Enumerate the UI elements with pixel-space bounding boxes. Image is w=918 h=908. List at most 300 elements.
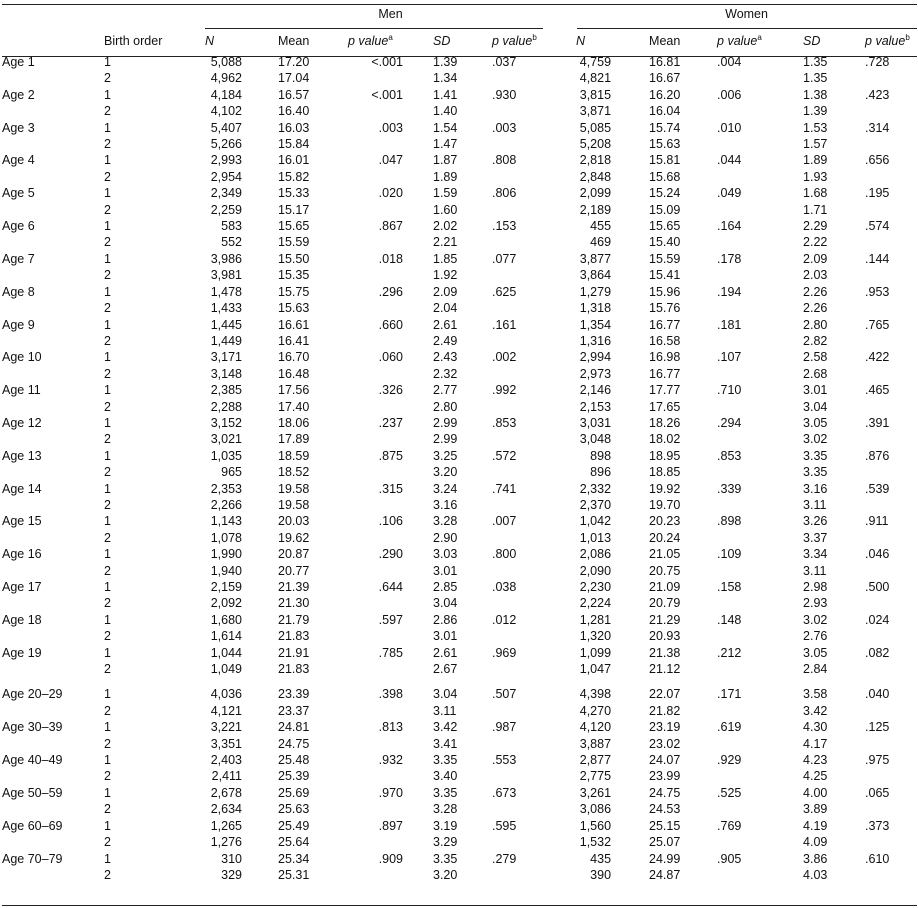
women-pvalue-b-cell: .144: [865, 251, 890, 266]
women-sd-cell: 4.25: [803, 769, 828, 784]
men-n-cell: 2,385: [210, 383, 242, 398]
table-row: [2, 464, 917, 480]
women-pvalue-a-cell: .339: [717, 481, 742, 496]
women-mean-cell: 16.77: [649, 317, 681, 332]
table-row: [2, 267, 917, 283]
men-pvalue-a-cell: [348, 661, 433, 677]
birth-order-cell: 2: [104, 769, 111, 784]
men-n-cell: 2,353: [210, 481, 242, 496]
women-mean-cell: 20.24: [649, 530, 681, 545]
men-pvalue-a-cell: .290: [378, 547, 403, 562]
women-n-cell: 455: [590, 219, 612, 234]
men-sd-cell: 2.43: [433, 350, 458, 365]
women-mean-cell: 25.07: [649, 835, 681, 850]
age-group-cell: Age 12: [2, 415, 42, 430]
birth-order-cell: 1: [104, 186, 111, 201]
women-pvalue-a-header: p value$^a$: [717, 33, 762, 48]
men-n-cell: 4,962: [210, 71, 242, 86]
women-mean-cell: 20.93: [649, 629, 681, 644]
men-n-cell: 1,680: [210, 612, 242, 627]
women-sd-cell: 2.93: [803, 596, 828, 611]
women-n-cell: 2,848: [579, 169, 612, 184]
women-n-cell: 3,887: [579, 736, 612, 751]
women-sd-cell: 3.02: [803, 612, 828, 627]
women-pvalue-a-cell: .004: [717, 55, 742, 69]
men-pvalue-b-cell: .625: [492, 284, 517, 299]
women-pvalue-a-cell: [717, 595, 803, 611]
age-group-cell: [2, 563, 104, 579]
women-mean-cell: 17.77: [649, 383, 681, 398]
table-row: [2, 152, 917, 168]
age-group-cell: Age 8: [2, 284, 35, 299]
women-pvalue-a-cell: .853: [717, 448, 742, 463]
women-pvalue-b-cell: .125: [865, 720, 890, 735]
women-pvalue-b-cell: [865, 366, 917, 382]
men-pvalue-b-cell: [492, 595, 576, 611]
women-pvalue-a-cell: [717, 399, 803, 415]
table-row: [2, 686, 917, 702]
women-pvalue-a-cell: .107: [717, 350, 742, 365]
men-n-cell: 4,102: [210, 104, 242, 119]
women-pvalue-a-cell: .158: [717, 580, 742, 594]
women-pvalue-b-cell: [865, 267, 917, 283]
women-mean-cell: 19.70: [649, 497, 681, 512]
women-n-cell: 2,099: [579, 186, 612, 201]
age-group-cell: [2, 768, 104, 784]
women-pvalue-a-cell: [717, 563, 803, 579]
women-pvalue-a-cell: .049: [717, 186, 742, 201]
birth-order-cell: 2: [104, 137, 111, 152]
table-row: [2, 801, 917, 817]
age-group-cell: [2, 801, 104, 817]
men-pvalue-a-cell: [348, 399, 433, 415]
men-pvalue-b-cell: [492, 366, 576, 382]
women-n-cell: 2,153: [579, 399, 612, 414]
men-mean-cell: 25.34: [278, 851, 310, 866]
age-group-cell: [2, 497, 104, 513]
age-group-cell: [2, 595, 104, 611]
men-pvalue-a-cell: <.001: [371, 87, 403, 102]
women-sd-cell: 4.30: [803, 720, 828, 735]
birth-order-cell: 2: [104, 530, 111, 545]
men-sd-cell: 3.25: [433, 448, 458, 463]
women-pvalue-a-cell: .181: [717, 317, 742, 332]
age-group-cell: [2, 530, 104, 546]
women-pvalue-b-cell: [865, 497, 917, 513]
men-pvalue-b-cell: [492, 234, 576, 250]
women-n-cell: 3,871: [579, 104, 612, 119]
men-pvalue-a-cell: [348, 333, 433, 349]
men-pvalue-b-cell: [492, 169, 576, 185]
men-mean-cell: 15.50: [278, 251, 310, 266]
women-sd-cell: 2.82: [803, 333, 828, 348]
birth-order-cell: 1: [104, 481, 111, 496]
table-row: [2, 736, 917, 752]
women-sd-cell: 1.38: [803, 87, 828, 102]
birth-order-cell: 1: [104, 753, 111, 768]
women-sd-cell: 3.35: [803, 448, 828, 463]
birth-order-cell: 1: [104, 120, 111, 135]
table-row: [2, 595, 917, 611]
women-n-cell: 898: [590, 448, 612, 463]
table-row: [2, 628, 917, 644]
women-pvalue-a-cell: [717, 768, 803, 784]
table-row: [2, 234, 917, 250]
men-pvalue-a-cell: [348, 136, 433, 152]
women-pvalue-b-cell: .911: [865, 514, 889, 529]
men-pvalue-a-cell: .106: [378, 514, 403, 529]
men-mean-cell: 21.39: [278, 580, 310, 594]
women-n-header: N: [576, 34, 586, 48]
women-n-cell: 3,864: [579, 268, 612, 283]
men-pvalue-a-cell: [348, 703, 433, 719]
table-row: [2, 768, 917, 784]
men-pvalue-b-cell: .553: [492, 753, 517, 768]
birth-order-cell: 1: [104, 153, 111, 168]
men-pvalue-b-cell: .279: [492, 851, 517, 866]
table-row: [2, 818, 917, 834]
men-n-cell: 1,078: [210, 530, 242, 545]
men-pvalue-a-cell: .020: [378, 186, 403, 201]
women-pvalue-b-cell: [865, 169, 917, 185]
men-mean-cell: 15.84: [278, 137, 310, 152]
women-n-cell: 3,877: [579, 251, 612, 266]
men-pvalue-a-cell: .644: [378, 580, 403, 594]
men-mean-cell: 18.59: [278, 448, 310, 463]
birth-order-cell: 1: [104, 612, 111, 627]
men-pvalue-a-cell: .047: [378, 153, 403, 168]
men-sd-cell: 3.01: [433, 563, 458, 578]
age-group-cell: [2, 431, 104, 447]
women-sd-cell: 4.19: [803, 818, 828, 833]
men-pvalue-a-cell: .018: [378, 251, 403, 266]
men-pvalue-b-cell: [492, 768, 576, 784]
men-pvalue-b-cell: [492, 703, 576, 719]
women-pvalue-a-cell: [717, 333, 803, 349]
birth-order-cell: 2: [104, 432, 111, 447]
birth-order-cell: 2: [104, 802, 111, 817]
men-n-cell: 3,171: [210, 350, 242, 365]
women-sd-cell: 1.39: [803, 104, 828, 119]
men-sd-header: SD: [433, 34, 451, 48]
women-sd-cell: 1.35: [803, 55, 828, 69]
men-sd-cell: 1.40: [433, 104, 458, 119]
men-sd-cell: 1.89: [433, 169, 458, 184]
men-sd-cell: 3.01: [433, 629, 458, 644]
men-sd-cell: 3.35: [433, 785, 458, 800]
men-pvalue-a-cell: [348, 300, 433, 316]
women-pvalue-a-cell: [717, 234, 803, 250]
women-pvalue-a-cell: [717, 661, 803, 677]
age-group-cell: [2, 169, 104, 185]
men-n-cell: 1,449: [210, 333, 242, 348]
table-row: [2, 612, 917, 628]
men-n-cell: 3,021: [210, 432, 242, 447]
women-sd-cell: 3.11: [803, 497, 827, 512]
women-sd-cell: 3.26: [803, 514, 828, 529]
age-group-cell: [2, 703, 104, 719]
men-pvalue-b-cell: .003: [492, 120, 517, 135]
men-mean-cell: 25.48: [278, 753, 310, 768]
men-n-cell: 4,184: [210, 87, 242, 102]
men-pvalue-b-cell: [492, 530, 576, 546]
women-n-cell: 3,048: [579, 432, 612, 447]
men-pvalue-a-cell: [348, 366, 433, 382]
table-row: [2, 415, 917, 431]
women-n-cell: 1,279: [579, 284, 612, 299]
birth-order-cell: 1: [104, 251, 111, 266]
age-group-cell: Age 9: [2, 317, 35, 332]
men-group-header: Men: [378, 7, 403, 21]
men-pvalue-a-cell: .296: [378, 284, 403, 299]
men-n-cell: 3,148: [210, 366, 242, 381]
men-sd-cell: 3.35: [433, 851, 458, 866]
age-group-cell: Age 4: [2, 153, 35, 168]
men-pvalue-b-cell: .808: [492, 153, 517, 168]
women-pvalue-a-cell: [717, 703, 803, 719]
men-pvalue-a-cell: .003: [378, 120, 403, 135]
birth-order-cell: 2: [104, 235, 111, 250]
men-sd-cell: 3.20: [433, 867, 458, 882]
men-mean-cell: 19.58: [278, 481, 310, 496]
men-pvalue-a-cell: .315: [378, 481, 403, 496]
women-pvalue-a-cell: .194: [717, 284, 742, 299]
men-n-cell: 2,403: [210, 753, 242, 768]
men-n-cell: 2,954: [210, 169, 242, 184]
men-pvalue-b-cell: [492, 267, 576, 283]
women-sd-cell: 2.58: [803, 350, 828, 365]
birth-order-cell: 1: [104, 818, 111, 833]
table-row: [2, 251, 917, 267]
women-pvalue-b-cell: .465: [865, 383, 890, 398]
women-pvalue-b-cell: .539: [865, 481, 890, 496]
table-row: [2, 366, 917, 382]
age-group-cell: Age 10: [2, 350, 42, 365]
men-pvalue-a-cell: <.001: [371, 55, 403, 69]
men-pvalue-b-cell: .038: [492, 580, 517, 594]
women-pvalue-a-cell: .164: [717, 219, 742, 234]
women-mean-cell: 15.96: [649, 284, 681, 299]
women-mean-cell: 21.05: [649, 547, 681, 562]
men-sd-cell: 2.99: [433, 432, 458, 447]
birth-order-cell: 2: [104, 629, 111, 644]
women-mean-cell: 22.07: [649, 687, 681, 702]
age-group-cell: Age 11: [2, 383, 41, 398]
women-sd-cell: 1.93: [803, 169, 828, 184]
birth-order-cell: 1: [104, 851, 111, 866]
men-pvalue-a-cell: .060: [378, 350, 403, 365]
age-group-cell: [2, 834, 104, 850]
men-pvalue-b-cell: .741: [492, 481, 517, 496]
women-n-cell: 2,332: [579, 481, 612, 496]
women-pvalue-b-cell: .574: [865, 219, 890, 234]
birth-order-cell: 1: [104, 284, 111, 299]
table-row: [2, 185, 917, 201]
women-pvalue-a-cell: [717, 169, 803, 185]
women-pvalue-a-cell: .006: [717, 87, 742, 102]
men-n-cell: 2,634: [210, 802, 242, 817]
men-pvalue-a-cell: [348, 431, 433, 447]
men-pvalue-b-cell: [492, 300, 576, 316]
women-n-cell: 2,818: [579, 153, 612, 168]
men-mean-cell: 24.75: [278, 736, 310, 751]
women-n-cell: 2,230: [579, 580, 612, 594]
men-n-cell: 3,986: [210, 251, 242, 266]
women-n-cell: 2,994: [579, 350, 612, 365]
men-n-cell: 2,678: [210, 785, 242, 800]
birth-order-cell: 2: [104, 268, 111, 283]
women-sd-cell: 4.03: [803, 867, 828, 882]
men-mean-cell: 15.33: [278, 186, 310, 201]
men-n-cell: 1,143: [210, 514, 242, 529]
men-pvalue-b-cell: [492, 333, 576, 349]
women-pvalue-a-cell: [717, 103, 803, 119]
women-sd-cell: 3.05: [803, 645, 828, 660]
women-pvalue-b-cell: [865, 431, 917, 447]
men-mean-cell: 15.17: [278, 202, 310, 217]
women-pvalue-a-cell: .525: [717, 785, 742, 800]
age-group-cell: [2, 202, 104, 218]
women-pvalue-a-cell: [717, 202, 803, 218]
women-n-cell: 5,085: [579, 120, 612, 135]
women-group-header: Women: [725, 7, 768, 21]
men-mean-cell: 21.91: [278, 645, 310, 660]
men-n-cell: 3,981: [210, 268, 242, 283]
women-n-cell: 1,532: [579, 835, 612, 850]
women-pvalue-b-cell: [865, 867, 917, 883]
women-n-cell: 2,189: [579, 202, 612, 217]
men-mean-cell: 23.39: [278, 687, 310, 702]
men-n-cell: 4,121: [210, 703, 242, 718]
table-row: [2, 431, 917, 447]
women-mean-cell: 19.92: [649, 481, 681, 496]
women-pvalue-b-cell: [865, 703, 917, 719]
men-pvalue-b-cell: .002: [492, 350, 517, 365]
age-group-cell: [2, 333, 104, 349]
men-pvalue-a-cell: [348, 736, 433, 752]
women-mean-cell: 18.95: [649, 448, 681, 463]
women-n-cell: 2,224: [579, 596, 612, 611]
women-n-cell: 2,775: [579, 769, 612, 784]
women-mean-cell: 25.15: [649, 818, 681, 833]
men-pvalue-a-cell: .932: [378, 753, 403, 768]
women-mean-cell: 23.19: [649, 720, 681, 735]
men-mean-cell: 18.06: [278, 415, 310, 430]
age-group-cell: [2, 464, 104, 480]
women-pvalue-b-cell: .391: [865, 415, 890, 430]
birth-order-cell: 2: [104, 703, 111, 718]
women-pvalue-a-cell: [717, 267, 803, 283]
men-pvalue-a-cell: [348, 202, 433, 218]
men-sd-cell: 3.04: [433, 687, 458, 702]
women-n-cell: 896: [590, 465, 612, 480]
table-row: [2, 645, 917, 661]
age-group-cell: Age 16: [2, 547, 42, 562]
birth-order-cell: 1: [104, 55, 111, 69]
women-pvalue-a-cell: .109: [717, 547, 742, 562]
women-mean-cell: 24.75: [649, 785, 681, 800]
women-sd-cell: 3.02: [803, 432, 828, 447]
men-pvalue-a-cell: .897: [378, 818, 403, 833]
men-mean-cell: 21.83: [278, 662, 310, 677]
table-row: [2, 530, 917, 546]
men-pvalue-b-cell: .987: [492, 720, 517, 735]
men-mean-cell: 19.58: [278, 497, 310, 512]
women-pvalue-a-cell: .710: [717, 383, 742, 398]
men-sd-cell: 2.67: [433, 662, 458, 677]
women-mean-cell: 15.65: [649, 219, 681, 234]
age-group-cell: Age 30–39: [2, 720, 63, 735]
women-pvalue-a-cell: .769: [717, 818, 742, 833]
men-n-cell: 1,433: [210, 301, 242, 316]
men-mean-cell: 18.52: [278, 465, 310, 480]
women-mean-cell: 21.82: [649, 703, 681, 718]
birth-order-cell: 1: [104, 383, 111, 398]
women-pvalue-a-cell: .148: [717, 612, 742, 627]
age-group-cell: [2, 399, 104, 415]
men-sd-cell: 2.90: [433, 530, 458, 545]
table-row: [2, 399, 917, 415]
birth-order-cell: 2: [104, 301, 111, 316]
women-pvalue-b-cell: .728: [865, 55, 890, 69]
women-sd-cell: 1.53: [803, 120, 828, 135]
men-sd-cell: 3.04: [433, 596, 458, 611]
women-pvalue-b-cell: .500: [865, 580, 890, 594]
women-pvalue-b-cell: [865, 628, 917, 644]
men-pvalue-a-cell: .970: [378, 785, 403, 800]
table-row: [2, 382, 917, 398]
table-row: [2, 120, 917, 136]
women-sd-cell: 1.89: [803, 153, 828, 168]
women-pvalue-b-cell: [865, 801, 917, 817]
table-body: [2, 54, 917, 883]
men-sd-cell: 2.21: [433, 235, 458, 250]
men-pvalue-b-cell: .153: [492, 219, 517, 234]
men-n-cell: 2,266: [210, 497, 242, 512]
men-sd-cell: 1.87: [433, 153, 458, 168]
women-pvalue-a-cell: .294: [717, 415, 742, 430]
age-group-cell: Age 13: [2, 448, 42, 463]
table-row: [2, 579, 917, 595]
men-mean-cell: 16.40: [278, 104, 310, 119]
women-pvalue-b-cell: [865, 202, 917, 218]
men-mean-cell: 17.40: [278, 399, 310, 414]
men-n-cell: 2,993: [210, 153, 242, 168]
women-n-cell: 1,042: [579, 514, 612, 529]
women-mean-cell: 18.02: [649, 432, 681, 447]
men-n-cell: 2,349: [210, 186, 242, 201]
men-pvalue-a-cell: .909: [378, 851, 403, 866]
men-sd-cell: 3.28: [433, 514, 458, 529]
women-pvalue-b-cell: .195: [865, 186, 890, 201]
men-pvalue-b-cell: [492, 399, 576, 415]
men-mean-cell: 24.81: [278, 720, 310, 735]
women-pvalue-a-cell: .905: [717, 851, 742, 866]
women-pvalue-b-cell: .040: [865, 687, 890, 702]
men-n-cell: 552: [221, 235, 242, 250]
table-row: [2, 448, 917, 464]
men-pvalue-a-cell: [348, 497, 433, 513]
men-n-cell: 2,159: [210, 580, 242, 594]
women-pvalue-b-cell: .422: [865, 350, 890, 365]
women-pvalue-a-cell: .171: [717, 687, 742, 702]
men-mean-cell: 25.39: [278, 769, 310, 784]
birth-order-cell: 1: [104, 580, 111, 594]
men-n-cell: 1,990: [210, 547, 242, 562]
men-sd-cell: 3.20: [433, 465, 458, 480]
men-mean-cell: 15.63: [278, 301, 310, 316]
men-n-cell: 1,478: [210, 284, 242, 299]
